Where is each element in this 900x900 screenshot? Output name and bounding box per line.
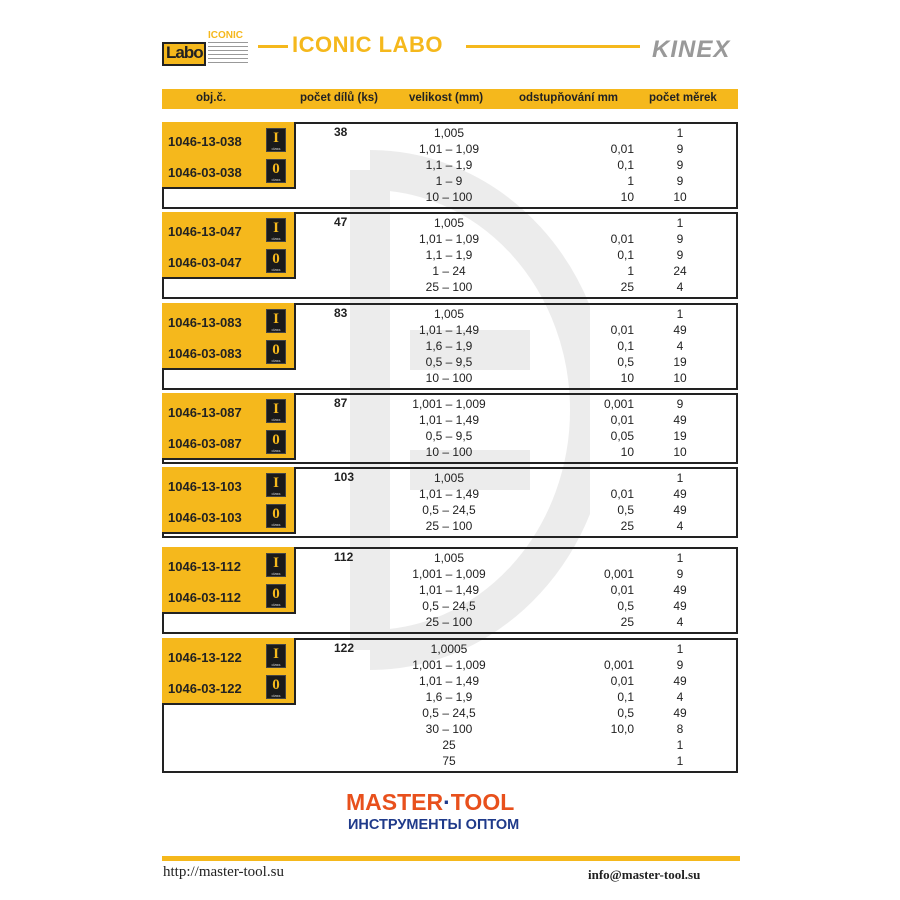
size-value: 1,6 – 1,9 <box>425 339 473 353</box>
size-value: 1,005 <box>433 307 465 321</box>
class-i-badge <box>266 644 286 668</box>
count-value: 49 <box>673 323 687 337</box>
step-value: 0,001 <box>603 397 634 411</box>
step-value: 0,1 <box>617 339 634 353</box>
class-sub: class <box>271 662 281 667</box>
size-value: 0,5 – 9,5 <box>425 355 473 369</box>
count-value: 49 <box>673 413 687 427</box>
class-i-badge <box>266 218 286 242</box>
step-value: 10 <box>620 190 634 204</box>
count-value: 9 <box>676 397 684 411</box>
class-sub: class <box>271 491 281 496</box>
size-value: 1,1 – 1,9 <box>425 158 473 172</box>
logo-iconic-text: ICONIC <box>208 30 243 41</box>
step-value: 1 <box>627 264 634 278</box>
piece-count: 38 <box>334 125 348 139</box>
logo-labo-text: Labo <box>166 43 203 62</box>
piece-count: 87 <box>334 396 348 410</box>
class-i-badge <box>266 128 286 152</box>
article-code: 1046-03-103 <box>168 510 242 525</box>
size-value: 25 – 100 <box>425 615 473 629</box>
class-glyph: I <box>273 311 279 327</box>
count-value: 8 <box>676 722 684 736</box>
product-group <box>162 212 738 299</box>
class-sub: class <box>271 358 281 363</box>
master-tool-tagline: ИНСТРУМЕНТЫ ОПТОМ <box>348 817 520 833</box>
code-box <box>162 393 296 460</box>
footer-email-link[interactable]: info@master-tool.su <box>588 867 701 882</box>
count-value: 9 <box>676 658 684 672</box>
code-box <box>162 303 296 370</box>
article-code: 1046-13-038 <box>168 134 242 149</box>
class-sub: class <box>271 602 281 607</box>
class-glyph: I <box>273 130 279 146</box>
count-value: 1 <box>676 754 684 768</box>
code-box <box>162 638 296 705</box>
product-group <box>162 547 738 634</box>
header-rule-right <box>466 45 640 48</box>
size-value: 0,5 – 24,5 <box>422 503 476 517</box>
article-code: 1046-13-087 <box>168 405 242 420</box>
count-value: 49 <box>673 674 687 688</box>
size-value: 1,1 – 1,9 <box>425 248 473 262</box>
size-value: 1,005 <box>433 551 465 565</box>
count-value: 9 <box>676 248 684 262</box>
step-value: 0,01 <box>610 142 634 156</box>
class-0-badge <box>266 340 286 364</box>
count-value: 9 <box>676 142 684 156</box>
col-count: počet dílů (ks) <box>300 92 378 104</box>
class-i-badge <box>266 309 286 333</box>
article-code: 1046-03-047 <box>168 255 242 270</box>
code-box <box>162 547 296 614</box>
count-value: 1 <box>676 738 684 752</box>
count-value: 4 <box>676 690 684 704</box>
class-0-badge <box>266 430 286 454</box>
step-value: 0,5 <box>617 706 634 720</box>
count-value: 9 <box>676 567 684 581</box>
size-value: 1,01 – 1,49 <box>418 583 480 597</box>
class-sub: class <box>271 146 281 151</box>
count-value: 4 <box>676 615 684 629</box>
code-box <box>162 212 296 279</box>
piece-count: 47 <box>334 215 348 229</box>
count-value: 9 <box>676 174 684 188</box>
class-0-badge <box>266 249 286 273</box>
col-step: odstupňování mm <box>519 92 619 104</box>
size-value: 10 – 100 <box>425 371 473 385</box>
class-glyph: 0 <box>272 677 280 693</box>
class-glyph: 0 <box>272 342 280 358</box>
code-box <box>162 467 296 534</box>
step-value: 10 <box>620 371 634 385</box>
step-value: 25 <box>620 615 634 629</box>
size-value: 25 – 100 <box>425 280 473 294</box>
class-sub: class <box>271 522 281 527</box>
size-value: 1 – 24 <box>432 264 466 278</box>
count-value: 49 <box>673 487 687 501</box>
class-0-badge <box>266 584 286 608</box>
size-value: 1,005 <box>433 216 465 230</box>
count-value: 10 <box>673 371 687 385</box>
size-value: 1,0005 <box>430 642 468 656</box>
class-i-badge <box>266 553 286 577</box>
class-glyph: I <box>273 220 279 236</box>
article-code: 1046-13-103 <box>168 479 242 494</box>
article-code: 1046-03-087 <box>168 436 242 451</box>
step-value: 0,01 <box>610 674 634 688</box>
class-glyph: 0 <box>272 432 280 448</box>
class-i-badge <box>266 473 286 497</box>
count-value: 1 <box>676 307 684 321</box>
step-value: 0,1 <box>617 158 634 172</box>
size-value: 10 – 100 <box>425 445 473 459</box>
class-glyph: 0 <box>272 506 280 522</box>
code-box <box>162 122 296 189</box>
size-value: 25 – 100 <box>425 519 473 533</box>
footer-rule <box>162 856 740 861</box>
count-value: 24 <box>673 264 687 278</box>
article-code: 1046-03-038 <box>168 165 242 180</box>
count-value: 49 <box>673 599 687 613</box>
count-value: 4 <box>676 280 684 294</box>
count-value: 9 <box>676 158 684 172</box>
class-sub: class <box>271 236 281 241</box>
class-sub: class <box>271 177 281 182</box>
class-sub: class <box>271 448 281 453</box>
size-value: 1,6 – 1,9 <box>425 690 473 704</box>
size-value: 0,5 – 24,5 <box>422 706 476 720</box>
column-header-bar <box>162 89 738 109</box>
class-glyph: I <box>273 555 279 571</box>
size-value: 1,01 – 1,49 <box>418 413 480 427</box>
article-code: 1046-03-083 <box>168 346 242 361</box>
count-value: 1 <box>676 642 684 656</box>
article-code: 1046-13-047 <box>168 224 242 239</box>
count-value: 19 <box>673 355 687 369</box>
count-value: 1 <box>676 551 684 565</box>
count-value: 10 <box>673 190 687 204</box>
size-value: 1,005 <box>433 126 465 140</box>
class-0-badge <box>266 675 286 699</box>
class-sub: class <box>271 571 281 576</box>
class-sub: class <box>271 267 281 272</box>
size-value: 1,001 – 1,009 <box>412 397 486 411</box>
footer-url-link[interactable]: http://master-tool.su <box>163 864 284 880</box>
article-code: 1046-13-112 <box>168 559 242 574</box>
size-value: 0,5 – 9,5 <box>425 429 473 443</box>
size-value: 1,01 – 1,09 <box>418 232 480 246</box>
class-0-badge <box>266 159 286 183</box>
step-value: 0,5 <box>617 503 634 517</box>
step-value: 10 <box>620 445 634 459</box>
piece-count: 122 <box>334 641 355 655</box>
step-value: 0,1 <box>617 248 634 262</box>
step-value: 0,05 <box>610 429 634 443</box>
col-size: velikost (mm) <box>409 92 484 104</box>
col-num: počet měrek <box>649 92 717 104</box>
step-value: 0,001 <box>603 658 634 672</box>
step-value: 0,01 <box>610 232 634 246</box>
size-value: 1 – 9 <box>435 174 463 188</box>
size-value: 75 <box>442 754 456 768</box>
step-value: 0,001 <box>603 567 634 581</box>
step-value: 0,5 <box>617 355 634 369</box>
size-value: 1,01 – 1,49 <box>418 487 480 501</box>
count-value: 9 <box>676 232 684 246</box>
step-value: 10,0 <box>610 722 634 736</box>
product-group <box>162 467 738 538</box>
class-glyph: I <box>273 646 279 662</box>
master-tool-logo <box>346 789 514 816</box>
step-value: 1 <box>627 174 634 188</box>
count-value: 1 <box>676 126 684 140</box>
logo-tool: TOOL <box>450 789 515 815</box>
logo-dot: · <box>443 789 451 815</box>
size-value: 0,5 – 24,5 <box>422 599 476 613</box>
product-group <box>162 638 738 773</box>
labo-logo <box>162 30 250 66</box>
count-value: 49 <box>673 503 687 517</box>
article-code: 1046-13-083 <box>168 315 242 330</box>
size-value: 30 – 100 <box>425 722 473 736</box>
product-group <box>162 393 738 464</box>
class-glyph: 0 <box>272 161 280 177</box>
class-sub: class <box>271 327 281 332</box>
size-value: 1,01 – 1,49 <box>418 674 480 688</box>
class-glyph: I <box>273 401 279 417</box>
count-value: 4 <box>676 339 684 353</box>
count-value: 19 <box>673 429 687 443</box>
class-sub: class <box>271 693 281 698</box>
size-value: 1,01 – 1,09 <box>418 142 480 156</box>
piece-count: 103 <box>334 470 355 484</box>
header-rule-left <box>258 45 288 48</box>
size-value: 1,001 – 1,009 <box>412 658 486 672</box>
size-value: 1,01 – 1,49 <box>418 323 480 337</box>
step-value: 0,01 <box>610 487 634 501</box>
step-value: 0,01 <box>610 323 634 337</box>
count-value: 4 <box>676 519 684 533</box>
count-value: 49 <box>673 706 687 720</box>
class-glyph: 0 <box>272 586 280 602</box>
step-value: 0,01 <box>610 583 634 597</box>
count-value: 10 <box>673 445 687 459</box>
size-value: 1,001 – 1,009 <box>412 567 486 581</box>
size-value: 10 – 100 <box>425 190 473 204</box>
count-value: 49 <box>673 583 687 597</box>
class-glyph: I <box>273 475 279 491</box>
step-value: 25 <box>620 519 634 533</box>
count-value: 1 <box>676 471 684 485</box>
size-value: 25 <box>442 738 456 752</box>
class-i-badge <box>266 399 286 423</box>
class-sub: class <box>271 417 281 422</box>
page-title: ICONIC LABO <box>292 32 443 57</box>
step-value: 0,01 <box>610 413 634 427</box>
article-code: 1046-13-122 <box>168 650 242 665</box>
piece-count: 83 <box>334 306 348 320</box>
kinex-logo: KINEX <box>652 36 731 63</box>
count-value: 1 <box>676 216 684 230</box>
step-value: 0,5 <box>617 599 634 613</box>
class-0-badge <box>266 504 286 528</box>
article-code: 1046-03-122 <box>168 681 242 696</box>
logo-master: MASTER <box>346 789 444 815</box>
product-group <box>162 303 738 390</box>
step-value: 0,1 <box>617 690 634 704</box>
size-value: 1,005 <box>433 471 465 485</box>
article-code: 1046-03-112 <box>168 590 242 605</box>
piece-count: 112 <box>334 550 354 564</box>
col-obj: obj.č. <box>196 92 227 104</box>
class-glyph: 0 <box>272 251 280 267</box>
step-value: 25 <box>620 280 634 294</box>
product-group <box>162 122 738 209</box>
